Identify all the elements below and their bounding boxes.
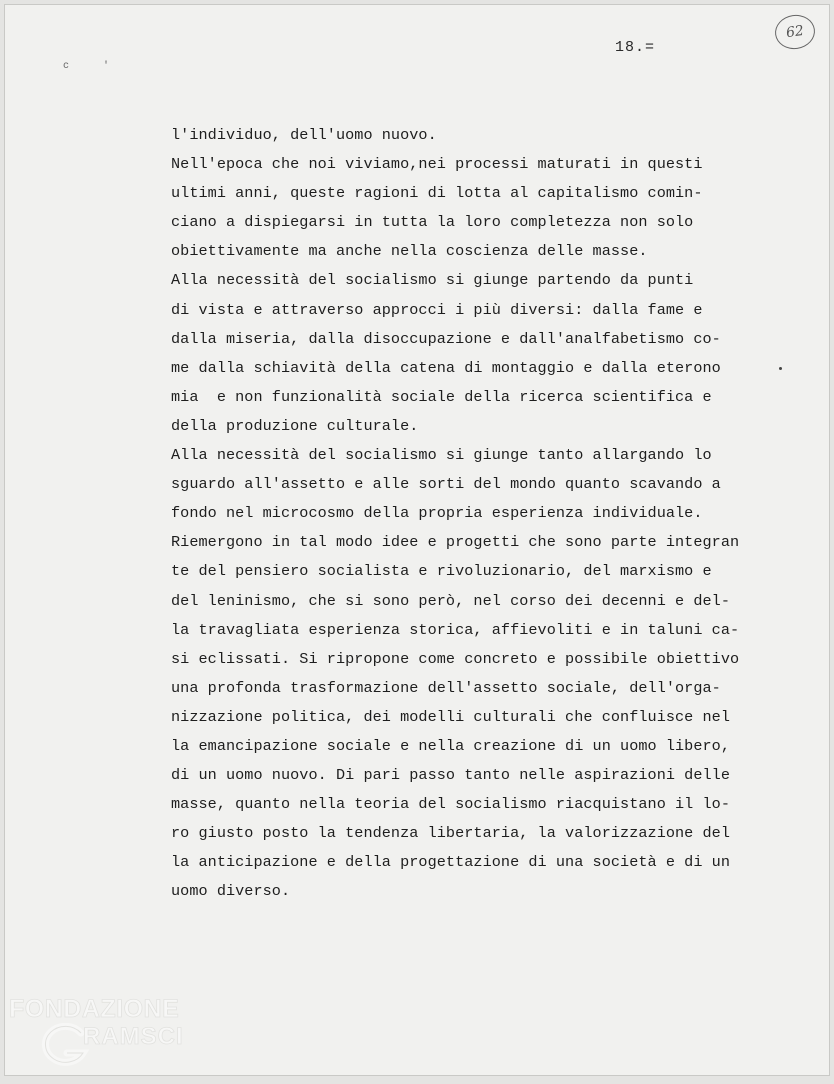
text-line: di un uomo nuovo. Di pari passo tanto nelle aspirazioni delle (171, 766, 731, 785)
text-line: ciano a dispiegarsi in tutta la loro completezza non solo (171, 213, 694, 232)
archive-watermark (9, 989, 219, 1069)
text-line: sguardo all'assetto e alle sorti del mondo quanto scavando a (171, 475, 721, 494)
text-line: la anticipazione e della progettazione di una società e di un (171, 853, 731, 872)
text-line: masse, quanto nella teoria del socialismo riacquistano il lo- (171, 795, 731, 814)
gramsci-g-logo-icon (37, 1023, 89, 1069)
page-number: 18.= (615, 39, 656, 56)
document-page (4, 4, 830, 1076)
text-line: me dalla schiavità della catena di montaggio e dalla eterono (171, 358, 721, 377)
text-line: la emancipazione sociale e nella creazione di un uomo libero, (171, 736, 731, 755)
archive-number-stamp: 62 (773, 12, 817, 51)
text-line: Alla necessità del socialismo si giunge partendo da punti (171, 271, 694, 290)
watermark-text: RAMSCI (83, 1023, 184, 1050)
text-line: uomo diverso. (171, 882, 291, 901)
text-line: Nell'epoca che noi viviamo,nei processi maturati in questi (171, 155, 703, 174)
text-line: mia e non funzionalità sociale della ricerca scientifica e (171, 387, 712, 406)
text-line: Alla necessità del socialismo si giunge tanto allargando lo (171, 446, 712, 465)
text-line: dalla miseria, dalla disoccupazione e dall'analfabetismo co- (171, 329, 721, 348)
text-line: te del pensiero socialista e rivoluzionario, del marxismo e (171, 562, 712, 581)
text-line: la travagliata esperienza storica, affievoliti e in taluni ca- (171, 620, 740, 639)
text-line: di vista e attraverso approcci i più diversi: dalla fame e (171, 300, 703, 319)
text-line: della produzione culturale. (171, 416, 419, 435)
text-line: ultimi anni, queste ragioni di lotta al capitalismo comin- (171, 184, 703, 203)
typed-text-body (171, 121, 791, 907)
text-line: si eclissati. Si ripropone come concreto e possibile obiettivo (171, 649, 740, 668)
text-line: l'individuo, dell'uomo nuovo. (171, 126, 437, 144)
text-line: nizzazione politica, dei modelli culturali che confluisce nel (171, 707, 731, 726)
text-line: una profonda trasformazione dell'assetto sociale, dell'orga- (171, 678, 721, 697)
text-line: ro giusto posto la tendenza libertaria, la valorizzazione del (171, 824, 731, 843)
text-line: obiettivamente ma anche nella coscienza delle masse. (171, 242, 648, 261)
margin-dot (779, 367, 782, 370)
watermark-text: FONDAZIONE (9, 995, 180, 1023)
text-line: del leninismo, che si sono però, nel corso dei decenni e del- (171, 591, 731, 610)
punch-marks: c ' (63, 61, 124, 72)
text-line: fondo nel microcosmo della propria esperienza individuale. (171, 504, 703, 523)
text-line: Riemergono in tal modo idee e progetti che sono parte integran (171, 533, 740, 552)
